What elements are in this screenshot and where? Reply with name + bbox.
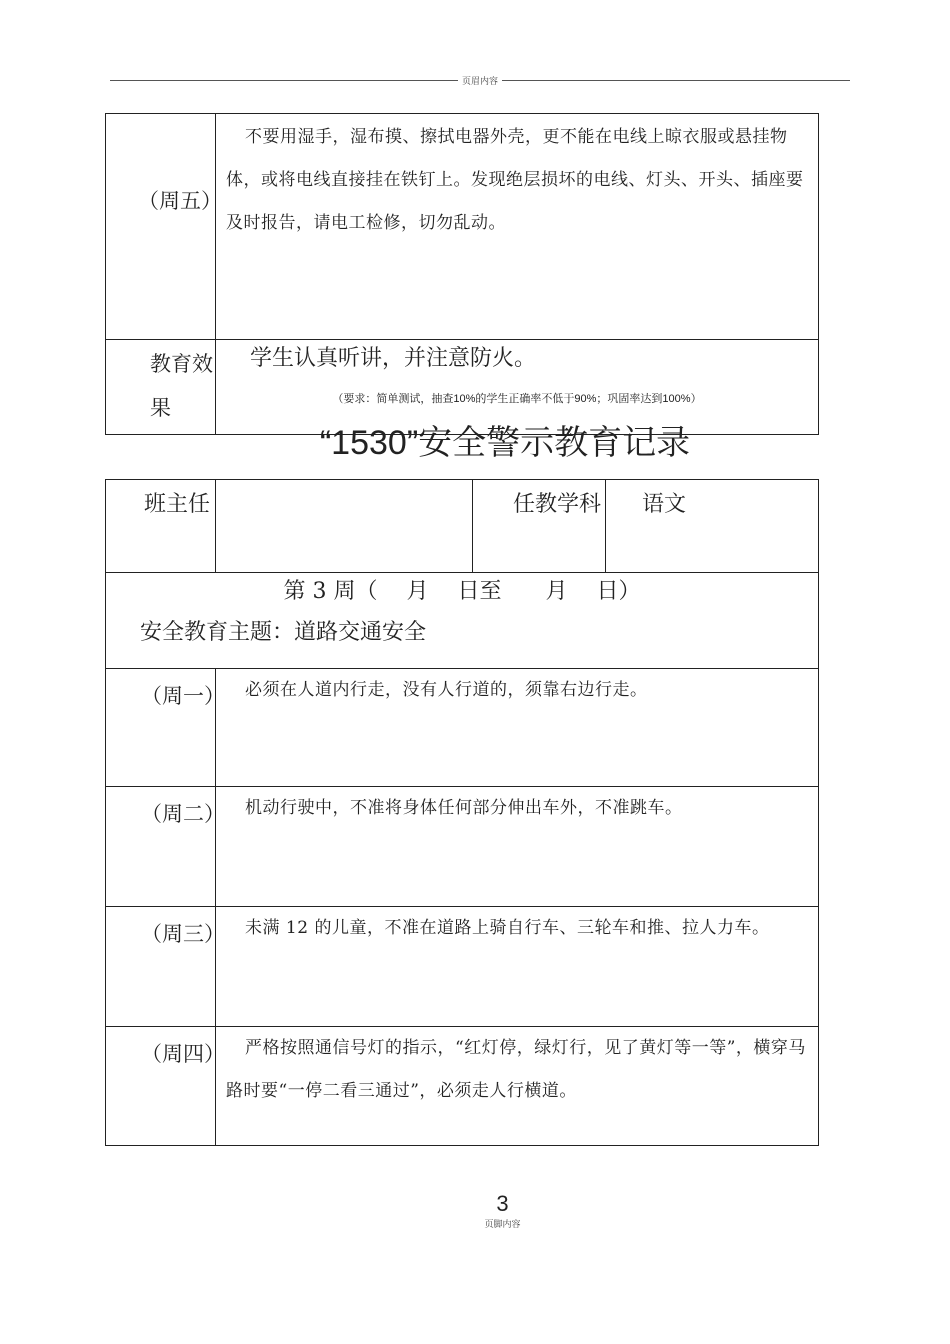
day-text: 机动行驶中，不准将身体任何部分伸出车外，不准跳车。 [216, 787, 819, 907]
subject-value: 语文 [606, 480, 819, 573]
topic-line: 安全教育主题：道路交通安全 [140, 620, 427, 645]
record-title: “1530”安全警示教育记录 [319, 424, 691, 462]
record-table [105, 479, 819, 1146]
page-footer: 页脚内容 [484, 1220, 521, 1230]
day-label: （周四） [106, 1027, 216, 1146]
day-row [106, 669, 819, 787]
week-topic-cell [106, 573, 819, 669]
subject-label: 任教学科 [473, 480, 606, 573]
day-row [106, 1027, 819, 1146]
day-row [106, 907, 819, 1027]
day-label: （周二） [106, 787, 216, 907]
week-line: 第 3 周（ 月 日至 月 日） [283, 579, 641, 604]
top-table [105, 113, 819, 435]
day-text-fri: 不要用湿手，湿布摸、擦拭电器外壳，更不能在电线上晾衣服或悬挂物体，或将电线直接挂在铁钉上。发现绝层损坏的电线、灯头、开头、插座要及时报告，请电工检修，切勿乱动。 [216, 114, 819, 340]
teacher-label: 班主任 [106, 480, 216, 573]
day-label: （周一） [106, 669, 216, 787]
day-row [106, 787, 819, 907]
page-header: 页眉内容 [110, 74, 850, 87]
day-label-fri: （周五） [106, 114, 216, 340]
day-text: 未满 12 的儿童，不准在道路上骑自行车、三轮车和推、拉人力车。 [216, 907, 819, 1027]
effect-note: （要求：简单测试，抽查10%的学生正确率不低于90%；巩固率达到100%） [332, 393, 702, 405]
day-label: （周三） [106, 907, 216, 1027]
page-number: 3 [496, 1191, 509, 1216]
teacher-value [216, 480, 473, 573]
effect-label: 教育效果 [106, 340, 216, 435]
day-text: 必须在人道内行走，没有人行道的，须靠右边行走。 [216, 669, 819, 787]
effect-text: 学生认真听讲，并注意防火。 [250, 346, 537, 371]
day-text: 严格按照通信号灯的指示，“红灯停，绿灯行，见了黄灯等一等”，横穿马路时要“一停二看三通过”，必须走人行横道。 [216, 1027, 819, 1146]
